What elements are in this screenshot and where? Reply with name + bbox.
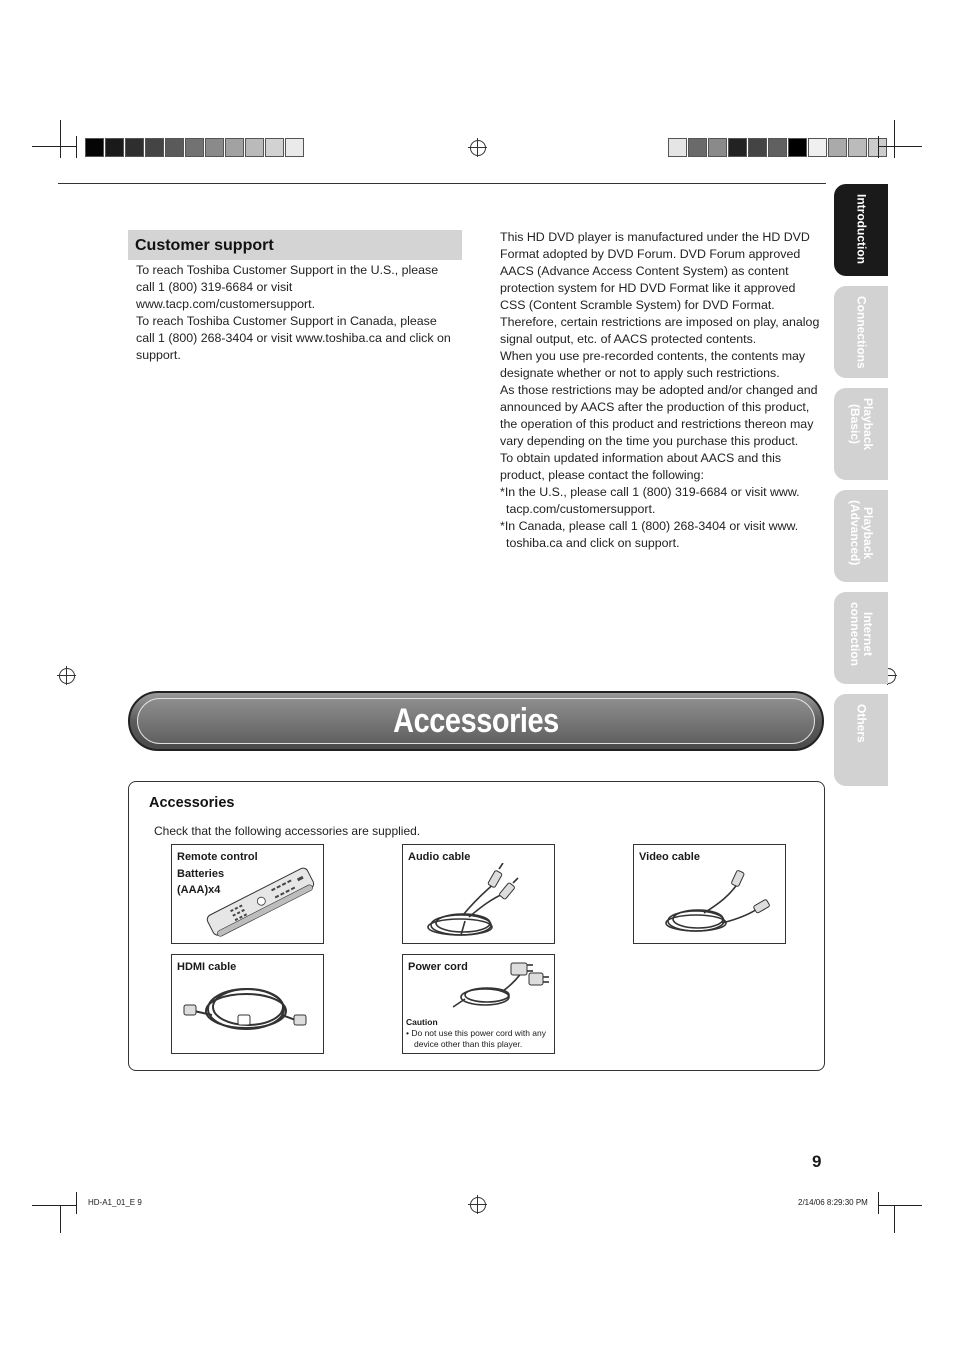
side-tab-label: Internet connection xyxy=(848,602,875,667)
aacs-paragraph: As those restrictions may be adopted and/or changed and announced by AACS after the production of this product, the operation of this product and restrictions thereon may vary depending on the time you purchase this product. xyxy=(500,383,818,448)
footer-file-id: HD-A1_01_E 9 xyxy=(88,1198,142,1207)
color-swatch-strip-right xyxy=(668,138,888,157)
accessories-intro: Check that the following accessories are supplied. xyxy=(154,824,421,838)
audio-cable-icon xyxy=(403,863,553,943)
crop-mark xyxy=(76,1192,77,1214)
aacs-paragraph: When you use pre-recorded contents, the contents may designate whether or not to apply such restrictions. xyxy=(500,349,806,380)
accessory-remote-control xyxy=(171,844,324,944)
side-tab-label: Playback (Advanced) xyxy=(848,500,875,566)
side-tab-label: Others xyxy=(854,704,869,743)
accessory-label: Video cable xyxy=(639,851,700,863)
footer-timestamp: 2/14/06 8:29:30 PM xyxy=(798,1198,868,1207)
accessory-hdmi-cable xyxy=(171,954,324,1054)
aacs-paragraph: To obtain updated information about AACS and this product, please contact the following: xyxy=(500,451,782,482)
color-swatch-strip-left xyxy=(85,138,305,157)
crop-mark xyxy=(878,146,922,147)
crop-mark xyxy=(60,1205,61,1233)
crop-mark xyxy=(894,1205,895,1233)
caution-text xyxy=(406,1028,556,1049)
aacs-notice xyxy=(500,229,820,552)
customer-support-us: To reach Toshiba Customer Support in the U.S., please call 1 (800) 319-6684 or visit www.tacp.com/customersupport. xyxy=(136,263,439,311)
section-banner-title: Accessories xyxy=(393,702,559,740)
page-number: 9 xyxy=(812,1152,822,1171)
crop-mark xyxy=(32,146,76,147)
customer-support-heading: Customer support xyxy=(135,237,274,254)
side-tab-label: Playback (Basic) xyxy=(848,398,875,451)
accessory-video-cable xyxy=(633,844,786,944)
crop-mark xyxy=(878,1205,922,1206)
crop-mark xyxy=(878,1192,879,1214)
hdmi-cable-icon xyxy=(172,975,322,1055)
crop-mark xyxy=(894,120,895,158)
side-tab-connections[interactable] xyxy=(834,286,888,378)
header-rule xyxy=(58,183,826,184)
customer-support-header xyxy=(128,230,462,260)
side-tab-playback-advanced[interactable] xyxy=(834,490,888,582)
caution-title: Caution xyxy=(406,1017,438,1027)
crop-mark xyxy=(32,1205,76,1206)
aacs-paragraph: This HD DVD player is manufactured under the HD DVD Format adopted by DVD Forum. DVD Forum approved AACS (Advance Access Content System) as content protection system for HD DVD Format like it approved CSS (Content Scramble System) for DVD Format. Therefore, certain restrictions are imposed on play, analog signal output, etc. of AACS protected contents. xyxy=(500,230,820,346)
accessory-label: HDMI cable xyxy=(177,961,237,973)
power-cord-icon xyxy=(403,961,553,1011)
crop-mark xyxy=(60,120,61,158)
registration-mark xyxy=(470,1197,486,1213)
remote-control-icon xyxy=(200,863,320,943)
caution-text-line: • Do not use this power cord with any device other than this player. xyxy=(406,1028,546,1049)
video-cable-icon xyxy=(634,863,784,943)
section-banner xyxy=(128,691,824,751)
accessory-label: Power cord xyxy=(408,961,468,973)
accessories-box xyxy=(128,781,825,1071)
side-tab-playback-basic[interactable] xyxy=(834,388,888,480)
registration-mark xyxy=(59,668,75,684)
side-tab-others[interactable] xyxy=(834,694,888,786)
side-tab-label: Introduction xyxy=(854,194,869,264)
side-tab-introduction[interactable] xyxy=(834,184,888,276)
aacs-contact-canada: *In Canada, please call 1 (800) 268-3404 or visit www. toshiba.ca and click on support. xyxy=(500,519,799,550)
accessories-heading: Accessories xyxy=(149,795,235,811)
customer-support-canada: To reach Toshiba Customer Support in Canada, please call 1 (800) 268-3404 or visit www.toshiba.ca and click on support. xyxy=(136,314,451,362)
accessory-label: Audio cable xyxy=(408,851,471,863)
side-tab-label: Connections xyxy=(854,296,869,369)
customer-support-body xyxy=(136,262,458,364)
crop-mark xyxy=(76,136,77,158)
aacs-contact-us: *In the U.S., please call 1 (800) 319-6684 or visit www. tacp.com/customersupport. xyxy=(500,485,800,516)
registration-mark xyxy=(470,140,486,156)
accessory-label: Remote control Batteries (AAA)x4 xyxy=(177,851,258,896)
crop-mark xyxy=(878,136,879,158)
side-tab-internet-connection[interactable] xyxy=(834,592,888,684)
accessory-power-cord xyxy=(402,954,555,1054)
accessory-audio-cable xyxy=(402,844,555,944)
